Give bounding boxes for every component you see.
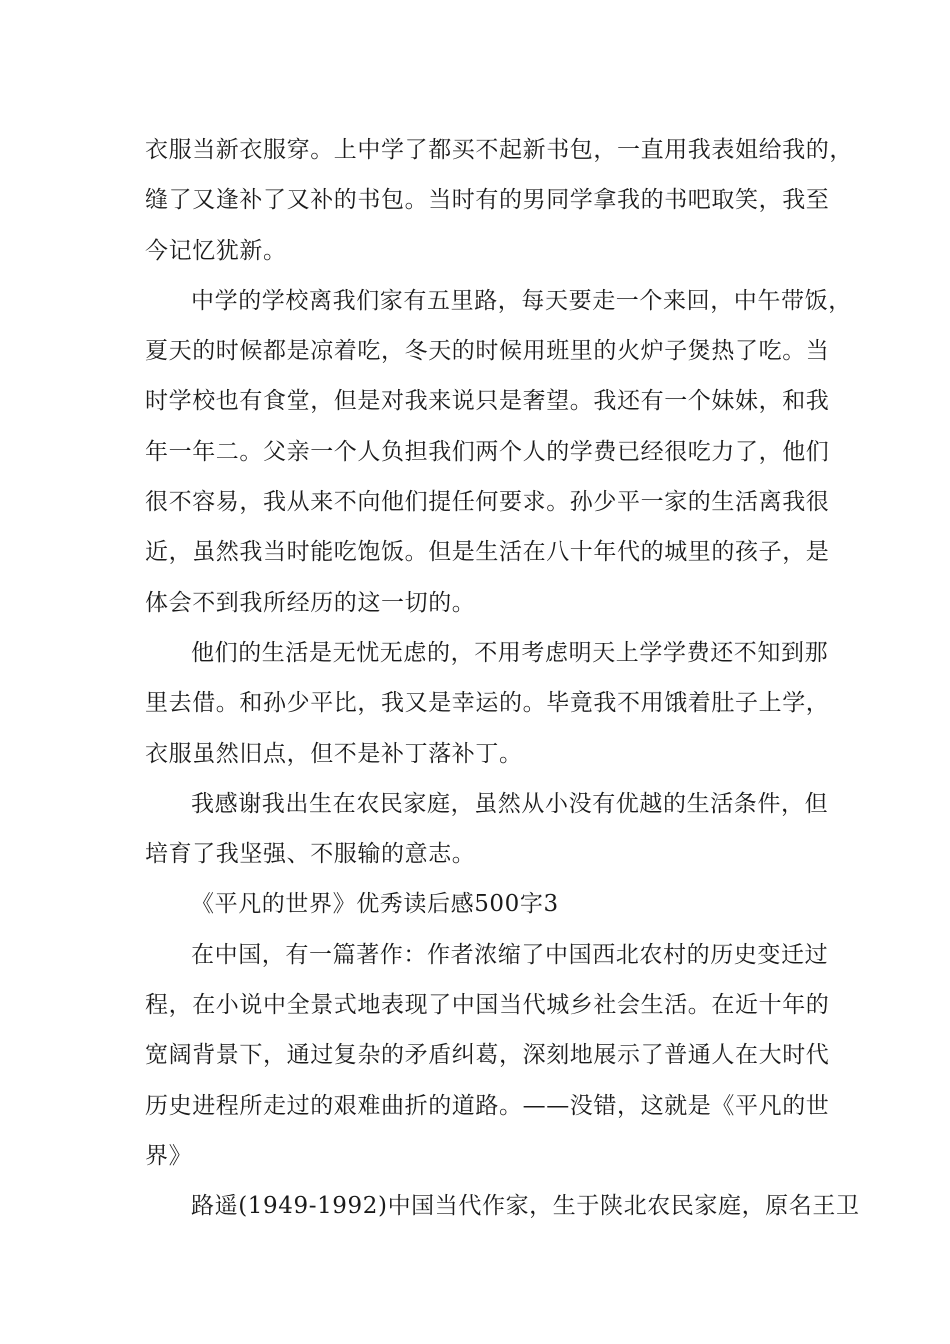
text-line: 年一年二。父亲一个人负担我们两个人的学费已经很吃力了，他们 bbox=[145, 438, 830, 465]
section-heading bbox=[145, 879, 815, 929]
text-line: 我感谢我出生在农民家庭，虽然从小没有优越的生活条件，但 bbox=[191, 790, 829, 817]
text-line: 时学校也有食堂，但是对我来说只是奢望。我还有一个妹妹，和我 bbox=[145, 388, 830, 415]
text-line: 路遥(1949-1992)中国当代作家，生于陕北农民家庭，原名王卫 bbox=[191, 1193, 860, 1220]
text-line: 夏天的时候都是凉着吃，冬天的时候用班里的火炉子煲热了吃。当 bbox=[145, 338, 830, 365]
text-line: 很不容易，我从来不向他们提任何要求。孙少平一家的生活离我很 bbox=[145, 489, 830, 516]
paragraph bbox=[145, 1181, 860, 1231]
text-line: 衣服当新衣服穿。上中学了都买不起新书包，一直用我表姐给我的， bbox=[145, 137, 853, 163]
paragraph bbox=[145, 276, 852, 628]
text-line: 历史进程所走过的艰难曲折的道路。——没错，这就是《平凡的世 bbox=[145, 1092, 830, 1119]
text-line: 宽阔背景下，通过复杂的矛盾纠葛，深刻地展示了普通人在大时代 bbox=[145, 1042, 830, 1069]
text-line: 程，在小说中全景式地表现了中国当代城乡社会生活。在近十年的 bbox=[145, 992, 830, 1019]
text-line: 培育了我坚强、不服输的意志。 bbox=[145, 841, 476, 868]
paragraph bbox=[145, 930, 830, 1181]
paragraph bbox=[145, 779, 829, 880]
text-line: 近，虽然我当时能吃饱饭。但是生活在八十年代的城里的孩子，是 bbox=[145, 539, 830, 566]
text-line: 缝了又逢补了又补的书包。当时有的男同学拿我的书吧取笑，我至 bbox=[145, 187, 830, 214]
document-body bbox=[145, 125, 860, 1232]
text-line: 他们的生活是无忧无虑的，不用考虑明天上学学费还不知到那 bbox=[191, 639, 829, 666]
text-line: 里去借。和孙少平比，我又是幸运的。毕竟我不用饿着肚子上学， bbox=[145, 690, 830, 717]
text-line: 中学的学校离我们家有五里路，每天要走一个来回，中午带饭， bbox=[191, 287, 852, 314]
text-line: 界》 bbox=[145, 1142, 193, 1169]
text-line: 体会不到我所经历的这一切的。 bbox=[145, 589, 476, 616]
paragraph bbox=[145, 628, 830, 779]
heading-text: 《平凡的世界》优秀读后感500字3 bbox=[191, 891, 559, 918]
text-line: 今记忆犹新。 bbox=[145, 237, 287, 264]
paragraph bbox=[145, 125, 853, 276]
text-line: 衣服虽然旧点，但不是补丁落补丁。 bbox=[145, 740, 523, 767]
text-line: 在中国，有一篇著作：作者浓缩了中国西北农村的历史变迁过 bbox=[191, 941, 829, 968]
